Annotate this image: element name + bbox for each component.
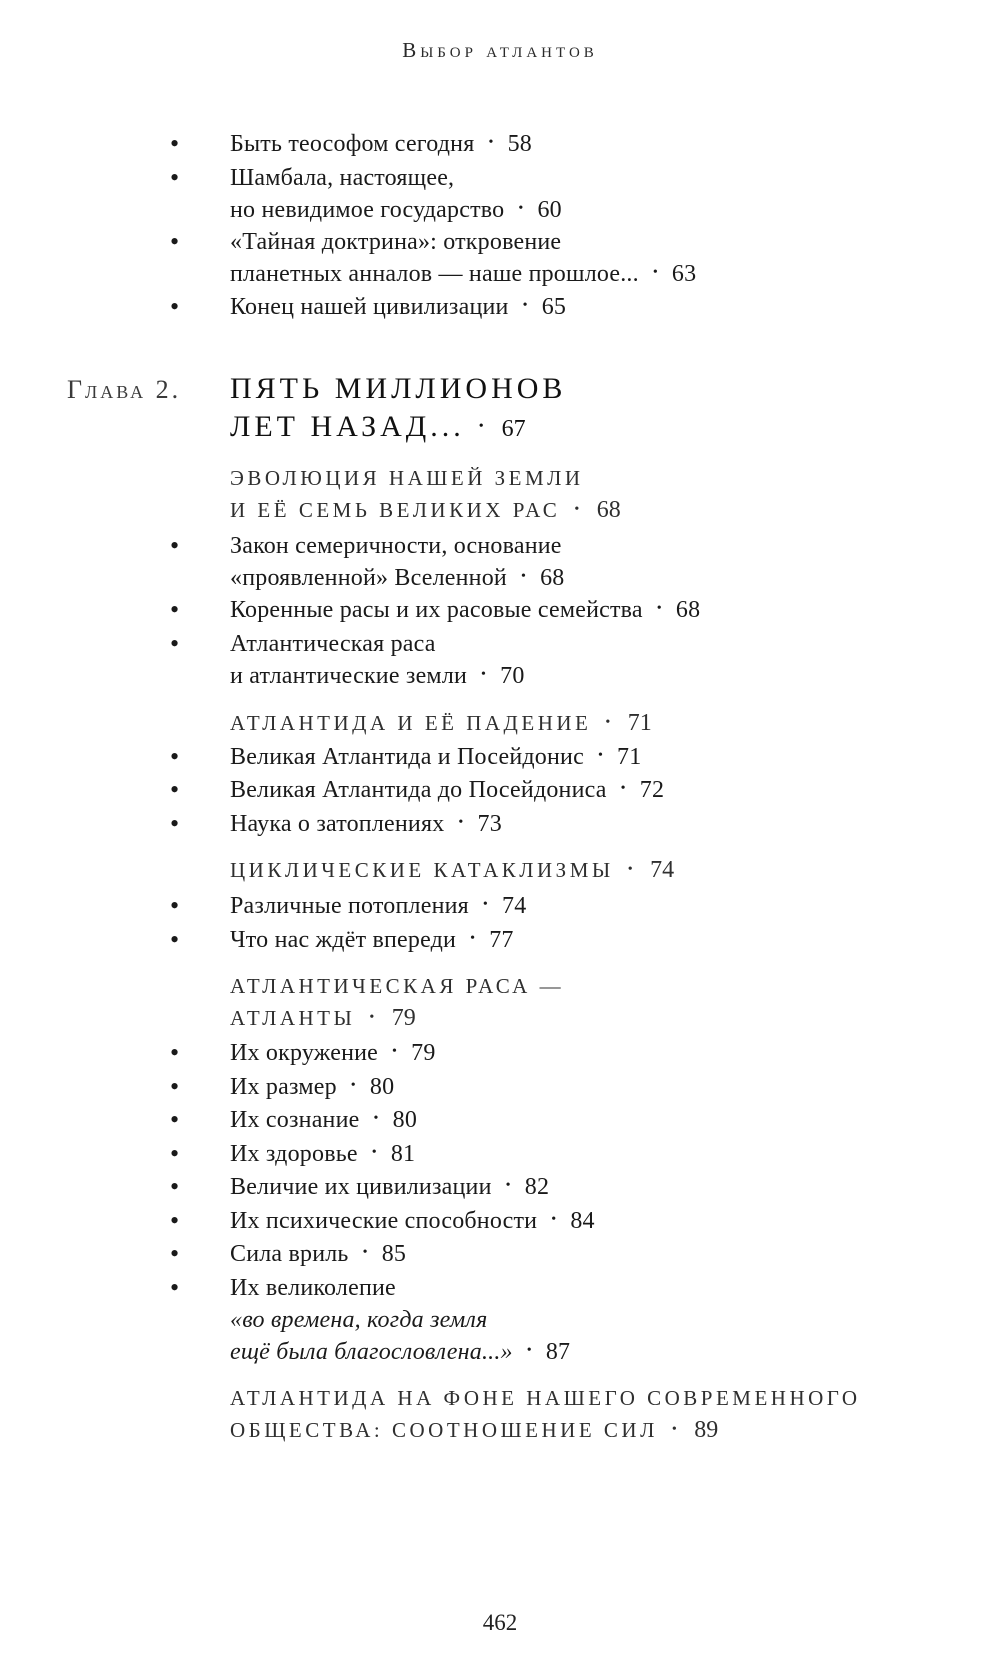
toc-entry[interactable] <box>230 660 525 693</box>
entry-page: 63 <box>671 261 697 287</box>
entry-title: ещё была благословлена...» <box>230 1339 513 1365</box>
section-heading[interactable] <box>230 854 674 888</box>
entry-title: и атлантические земли <box>230 663 468 689</box>
separator-dot: • <box>518 201 524 217</box>
separator-dot: • <box>520 569 527 585</box>
entry-page: 68 <box>675 597 701 623</box>
section-title: ЦИКЛИЧЕСКИЕ КАТАКЛИЗМЫ <box>230 858 614 882</box>
bullet: • <box>170 629 180 658</box>
section-heading-line2[interactable] <box>230 1002 416 1036</box>
chapter-page: 67 <box>501 416 526 442</box>
chapter-title-line2[interactable] <box>230 408 526 448</box>
bullet: • <box>170 1038 180 1067</box>
entry-title: Коренные расы и их расовые семейства <box>230 597 643 623</box>
entry-page: 87 <box>545 1339 571 1365</box>
toc-entry-line[interactable]: «Тайная доктрина»: откровение <box>230 229 562 255</box>
chapter-title[interactable]: ПЯТЬ МИЛЛИОНОВ <box>230 372 567 405</box>
section-heading[interactable]: АТЛАНТИЧЕСКАЯ РАСА — <box>230 974 565 998</box>
entry-title: Наука о затоплениях <box>230 811 445 837</box>
separator-dot: • <box>482 897 488 913</box>
entry-page: 60 <box>537 197 562 223</box>
bullet: • <box>170 1139 180 1168</box>
toc-entry[interactable] <box>230 890 526 923</box>
separator-dot: • <box>369 1010 378 1026</box>
toc-entry[interactable] <box>230 1037 436 1070</box>
entry-page: 77 <box>489 927 514 953</box>
entry-title: Великая Атлантида до Посейдониса <box>230 777 607 803</box>
toc-entry[interactable] <box>230 1104 417 1137</box>
entry-page: 85 <box>381 1241 407 1267</box>
separator-dot: • <box>505 1178 511 1194</box>
entry-page: 65 <box>541 294 567 320</box>
toc-entry[interactable] <box>230 924 514 957</box>
section-heading[interactable] <box>230 707 652 741</box>
section-page: 74 <box>650 857 675 883</box>
bullet: • <box>170 1239 180 1268</box>
toc-entry[interactable] <box>230 194 562 227</box>
entry-title: Быть теософом сегодня <box>230 131 475 157</box>
separator-dot: • <box>481 667 487 683</box>
toc-entry-line[interactable]: Закон семеричности, основание <box>230 533 562 559</box>
entry-title: Величие их цивилизации <box>230 1174 492 1200</box>
toc-entry[interactable] <box>230 594 700 627</box>
entry-page: 58 <box>507 131 532 157</box>
separator-dot: • <box>605 715 614 731</box>
entry-page: 81 <box>390 1141 416 1167</box>
entry-page: 80 <box>392 1107 418 1133</box>
toc-entry[interactable] <box>230 562 564 595</box>
entry-page: 68 <box>540 565 565 591</box>
entry-page: 79 <box>411 1040 436 1066</box>
entry-title: планетных анналов — наше прошлое... <box>230 261 639 287</box>
toc-entry[interactable] <box>230 1171 549 1204</box>
toc-entry[interactable] <box>230 1205 595 1238</box>
entry-page: 74 <box>502 893 527 919</box>
section-page: 71 <box>627 710 652 736</box>
separator-dot: • <box>522 298 528 314</box>
section-heading[interactable]: АТЛАНТИДА НА ФОНЕ НАШЕГО СОВРЕМЕННОГО <box>230 1386 861 1410</box>
bullet: • <box>170 1105 180 1134</box>
entry-page: 73 <box>477 811 502 837</box>
bullet: • <box>170 595 180 624</box>
bullet: • <box>170 163 180 192</box>
entry-page: 72 <box>639 777 665 803</box>
section-title: ОБЩЕСТВА: СООТНОШЕНИЕ СИЛ <box>230 1418 658 1442</box>
separator-dot: • <box>373 1111 379 1127</box>
page-number: 462 <box>482 1610 518 1635</box>
entry-title: Конец нашей цивилизации <box>230 294 509 320</box>
separator-dot: • <box>458 815 464 831</box>
bullet: • <box>170 742 180 771</box>
entry-title: Различные потопления <box>230 893 469 919</box>
bullet: • <box>170 227 180 256</box>
toc-entry[interactable] <box>230 1071 394 1104</box>
toc-entry-line[interactable]: Шамбала, настоящее, <box>230 165 455 191</box>
separator-dot: • <box>371 1145 377 1161</box>
separator-dot: • <box>488 135 494 151</box>
separator-dot: • <box>652 265 658 281</box>
section-heading-line2[interactable] <box>230 494 621 528</box>
bullet: • <box>170 1072 180 1101</box>
entry-title: Их сознание <box>230 1107 360 1133</box>
separator-dot: • <box>620 781 626 797</box>
toc-entry[interactable] <box>230 258 696 291</box>
bullet: • <box>170 891 180 920</box>
section-page: 89 <box>694 1417 719 1443</box>
toc-entry[interactable] <box>230 774 664 807</box>
entry-title: «проявленной» Вселенной <box>230 565 507 591</box>
separator-dot: • <box>470 931 476 947</box>
toc-entry[interactable] <box>230 128 532 161</box>
bullet: • <box>170 292 180 321</box>
entry-page: 82 <box>524 1174 550 1200</box>
entry-title: Сила вриль <box>230 1241 349 1267</box>
entry-title: Их размер <box>230 1074 337 1100</box>
toc-entry[interactable] <box>230 291 566 324</box>
bullet: • <box>170 1273 180 1302</box>
bullet: • <box>170 775 180 804</box>
chapter-label: Глава 2. <box>67 375 182 404</box>
toc-entry[interactable] <box>230 1138 415 1171</box>
separator-dot: • <box>350 1078 356 1094</box>
toc-entry-line[interactable]: Их великолепие <box>230 1275 396 1301</box>
entry-page: 80 <box>369 1074 395 1100</box>
entry-page: 70 <box>500 663 525 689</box>
separator-dot: • <box>526 1343 532 1359</box>
separator-dot: • <box>656 601 662 617</box>
toc-entry[interactable] <box>230 1336 570 1369</box>
toc-entry[interactable] <box>230 741 641 774</box>
entry-title: Их окружение <box>230 1040 379 1066</box>
bullet: • <box>170 531 180 560</box>
entry-page: 71 <box>617 744 642 770</box>
chapter-title-text: ЛЕТ НАЗАД... <box>230 410 465 443</box>
section-page: 79 <box>391 1005 416 1031</box>
separator-dot: • <box>671 1422 681 1438</box>
bullet: • <box>170 925 180 954</box>
bullet: • <box>170 1172 180 1201</box>
bullet: • <box>170 809 180 838</box>
toc-entry[interactable] <box>230 808 502 841</box>
separator-dot: • <box>478 419 488 435</box>
toc-entry[interactable] <box>230 1238 406 1271</box>
separator-dot: • <box>597 748 604 764</box>
entry-title: Что нас ждёт впереди <box>230 927 457 953</box>
section-title: АТЛАНТИДА И ЕЁ ПАДЕНИЕ <box>230 711 592 735</box>
separator-dot: • <box>392 1044 398 1060</box>
running-head: Выбор атлантов <box>402 38 598 62</box>
section-title: И ЕЁ СЕМЬ ВЕЛИКИХ РАС <box>230 498 561 522</box>
separator-dot: • <box>362 1245 368 1261</box>
section-title: АТЛАНТЫ <box>230 1006 356 1030</box>
toc-entry-line[interactable]: Атлантическая раса <box>230 631 436 657</box>
entry-page: 84 <box>570 1208 595 1234</box>
section-heading[interactable]: ЭВОЛЮЦИЯ НАШЕЙ ЗЕМЛИ <box>230 466 584 490</box>
entry-title: Их психические способности <box>230 1208 538 1234</box>
separator-dot: • <box>627 862 637 878</box>
bullet: • <box>170 129 180 158</box>
entry-title: Великая Атлантида и Посейдонис <box>230 744 584 770</box>
entry-title: но невидимое государство <box>230 197 505 223</box>
bullet: • <box>170 1206 180 1235</box>
toc-entry-line[interactable]: «во времена, когда земля <box>230 1307 488 1333</box>
section-page: 68 <box>596 497 621 523</box>
entry-title: Их здоровье <box>230 1141 358 1167</box>
separator-dot: • <box>551 1212 557 1228</box>
separator-dot: • <box>574 502 583 518</box>
section-heading-line2[interactable] <box>230 1414 718 1448</box>
